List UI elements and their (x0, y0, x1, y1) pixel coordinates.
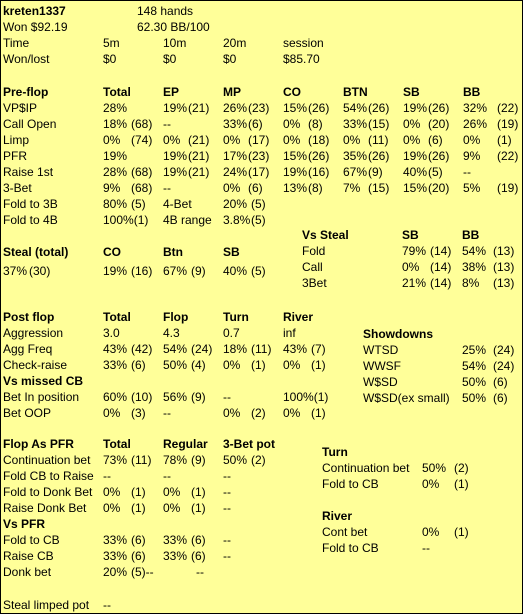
flop-pfr-cell: (1) (131, 485, 146, 499)
missed-cb-cell: Bet In position (3, 390, 80, 404)
wonlost-10m: $0 (163, 52, 177, 66)
postflop-cell: (1) (311, 358, 326, 372)
postflop-cell: (42) (131, 342, 153, 356)
showdown-cell: (24) (493, 343, 515, 357)
preflop-row-label: VP$IP (3, 101, 38, 115)
preflop-cell-count: (21) (188, 165, 210, 179)
flop-pfr-cell: (1) (191, 485, 206, 499)
preflop-cell-value: -- (163, 117, 171, 131)
missed-cb-cell: 0% (223, 406, 241, 420)
vs-pfr-cell: Fold to CB (3, 533, 60, 547)
postflop-cell: 33% (103, 358, 128, 372)
preflop-cell-value: 28% (103, 101, 128, 115)
vs-steal-cell: (13) (493, 244, 515, 258)
preflop-header-5: BTN (343, 85, 368, 99)
flop-pfr-cell: -- (223, 485, 231, 499)
showdown-cell: 50% (462, 391, 487, 405)
preflop-cell-value: 0% (283, 133, 301, 147)
bb-per-100: 62.30 BB/100 (137, 20, 210, 34)
preflop-cell-value: -- (463, 165, 471, 179)
preflop-cell-count: (74) (131, 133, 153, 147)
preflop-cell-value: 15% (283, 101, 308, 115)
preflop-cell-count: (23) (248, 101, 270, 115)
showdown-cell: W$SD (363, 375, 398, 389)
preflop-cell-value: 35% (343, 149, 368, 163)
vs-steal-cell: Call (302, 260, 323, 274)
preflop-cell-value: 7% (343, 181, 361, 195)
turn-cell: Fold to CB (322, 477, 379, 491)
river-cell: Fold to CB (322, 541, 379, 555)
vs-steal-cell: (14) (430, 276, 452, 290)
missed-cb-cell: (2) (251, 406, 266, 420)
vs-pfr-cell: 33% (103, 549, 128, 563)
wonlost-20m: $0 (223, 52, 237, 66)
preflop-cell-value: 19% (163, 101, 188, 115)
postflop-cell: (6) (131, 358, 146, 372)
steal-value: (5) (251, 264, 266, 278)
fold-3b-cell: 80% (103, 197, 128, 211)
showdown-cell: (6) (493, 375, 508, 389)
preflop-cell-count: (18) (308, 133, 330, 147)
showdown-cell: (6) (493, 391, 508, 405)
preflop-cell-value: 19% (403, 101, 428, 115)
wonlost-session: $85.70 (283, 52, 320, 66)
player-name: kreten1337 (3, 4, 66, 18)
postflop-cell: Aggression (3, 326, 64, 340)
turn-cell: 50% (422, 461, 447, 475)
preflop-header-6: SB (403, 85, 420, 99)
preflop-cell-value: 0% (463, 133, 481, 147)
showdown-cell: WWSF (363, 359, 401, 373)
preflop-cell-count: (8) (308, 117, 323, 131)
preflop-cell-value: 40% (403, 165, 428, 179)
fold-3b-cell: (5) (251, 197, 266, 211)
showdown-cell: WTSD (363, 343, 399, 357)
river-title: River (322, 509, 353, 523)
preflop-cell-value: 13% (283, 181, 308, 195)
preflop-cell-count: (11) (368, 133, 389, 147)
fold-3b-cell: 4-Bet (163, 197, 192, 211)
fold-3b-cell: 20% (223, 197, 248, 211)
turn-cell: (1) (454, 477, 469, 491)
preflop-cell-count: (9) (368, 165, 383, 179)
showdown-cell: 25% (462, 343, 487, 357)
vs-pfr-cell: -- (223, 533, 231, 547)
vs-pfr-cell: 33% (163, 549, 188, 563)
postflop-cell: 43% (283, 342, 308, 356)
preflop-cell-value: 9% (103, 181, 121, 195)
preflop-cell-value: 5% (463, 181, 481, 195)
vs-steal-header-1: SB (402, 228, 419, 242)
preflop-cell-value: 0% (343, 133, 361, 147)
postflop-cell: 0.7 (223, 326, 240, 340)
flop-pfr-header-3: 3-Bet pot (223, 437, 275, 451)
preflop-cell-value: 19% (163, 165, 188, 179)
vs-steal-cell: (13) (493, 260, 515, 274)
preflop-cell-count: (19) (497, 117, 519, 131)
preflop-cell-count: (5) (428, 165, 443, 179)
missed-cb-cell: (1) (311, 406, 326, 420)
flop-pfr-cell: 0% (103, 485, 121, 499)
wonlost-label: Won/lost (3, 52, 50, 66)
missed-cb-cell: 0% (103, 406, 121, 420)
preflop-cell-count: (68) (131, 165, 153, 179)
preflop-cell-count: (21) (188, 101, 210, 115)
preflop-cell-value: -- (163, 181, 171, 195)
vs-missed-cb-title: Vs missed CB (3, 374, 84, 388)
showdown-cell: W$SD(ex small) (363, 391, 450, 405)
preflop-cell-count: (6) (248, 117, 263, 131)
vs-steal-header-2: BB (462, 228, 480, 242)
postflop-cell: 43% (103, 342, 128, 356)
river-cell: 0% (422, 525, 440, 539)
vs-steal-cell: Fold (302, 244, 326, 258)
turn-title: Turn (322, 445, 348, 459)
postflop-header-0: Post flop (3, 310, 55, 324)
preflop-cell-value: 67% (343, 165, 368, 179)
flop-pfr-cell: 78% (163, 453, 188, 467)
postflop-cell: (11) (251, 342, 272, 356)
preflop-cell-count: (8) (308, 181, 323, 195)
preflop-cell-value: 0% (163, 133, 181, 147)
vs-pfr-cell: -- (196, 565, 204, 579)
vs-steal-header-0: Vs Steal (302, 228, 349, 242)
postflop-cell: 0% (283, 358, 301, 372)
flop-pfr-cell: (1) (191, 501, 206, 515)
vs-steal-cell: 79% (402, 244, 427, 258)
flop-pfr-header-1: Total (103, 437, 131, 451)
flop-pfr-cell: -- (223, 469, 231, 483)
preflop-cell-count: (20) (428, 117, 450, 131)
preflop-row-label: Limp (3, 133, 30, 147)
steal-value: (16) (131, 264, 153, 278)
vs-pfr-cell: 33% (163, 533, 188, 547)
preflop-cell-count: (68) (131, 117, 153, 131)
postflop-cell: (4) (191, 358, 206, 372)
preflop-cell-value: 15% (403, 181, 428, 195)
missed-cb-cell: 0% (283, 406, 301, 420)
postflop-header-4: River (283, 310, 314, 324)
flop-pfr-cell: 73% (103, 453, 128, 467)
preflop-cell-value: 24% (223, 165, 248, 179)
vs-pfr-cell: Donk bet (3, 565, 52, 579)
vs-steal-cell: 0% (402, 260, 420, 274)
flop-pfr-cell: (1) (131, 501, 146, 515)
vs-steal-cell: 54% (462, 244, 487, 258)
postflop-cell: inf (283, 326, 296, 340)
preflop-cell-value: 32% (463, 101, 488, 115)
flop-pfr-cell: Raise Donk Bet (3, 501, 87, 515)
river-cell: (1) (454, 525, 469, 539)
fold-4b-cell: (5) (251, 213, 266, 227)
missed-cb-cell: Bet OOP (3, 406, 52, 420)
preflop-cell-count: (15) (368, 181, 390, 195)
preflop-cell-count: (26) (368, 149, 390, 163)
preflop-cell-value: 0% (403, 133, 421, 147)
preflop-cell-value: 33% (343, 117, 368, 131)
preflop-cell-count: (21) (188, 149, 210, 163)
missed-cb-cell: (3) (131, 406, 146, 420)
vs-pfr-title: Vs PFR (3, 517, 46, 531)
fold-4b-cell: 100%(1) (103, 213, 149, 227)
vs-pfr-cell: (6) (131, 533, 146, 547)
postflop-cell: Agg Freq (3, 342, 53, 356)
postflop-cell: 0% (223, 358, 241, 372)
flop-pfr-cell: Fold CB to Raise (3, 469, 94, 483)
preflop-cell-value: 19% (283, 165, 308, 179)
preflop-header-0: Pre-flop (3, 85, 49, 99)
preflop-cell-value: 0% (223, 181, 241, 195)
preflop-cell-count: (26) (308, 149, 330, 163)
missed-cb-cell: 60% (103, 390, 128, 404)
river-cell: -- (422, 541, 430, 555)
preflop-cell-value: 0% (403, 117, 421, 131)
flop-pfr-cell: Fold to Donk Bet (3, 485, 93, 499)
steal-value: 67% (163, 264, 188, 278)
postflop-cell: 4.3 (163, 326, 180, 340)
fold-3b-cell: Fold to 3B (3, 197, 58, 211)
postflop-cell: (24) (191, 342, 213, 356)
preflop-cell-count: (68) (131, 181, 153, 195)
vs-steal-cell: (13) (493, 276, 515, 290)
vs-pfr-cell: 33% (103, 533, 128, 547)
preflop-cell-count: (6) (428, 133, 443, 147)
preflop-cell-value: 0% (283, 117, 301, 131)
postflop-header-1: Total (103, 310, 131, 324)
preflop-cell-count: (6) (248, 181, 263, 195)
preflop-row-label: Raise 1st (3, 165, 54, 179)
fold-4b-cell: 3.8% (223, 213, 251, 227)
turn-cell: 0% (422, 477, 440, 491)
turn-cell: Continuation bet (322, 461, 410, 475)
flop-pfr-cell: (2) (251, 453, 266, 467)
flop-pfr-cell: -- (163, 469, 171, 483)
postflop-cell: Check-raise (3, 358, 68, 372)
preflop-header-3: MP (223, 85, 241, 99)
vs-steal-cell: 3Bet (302, 276, 327, 290)
vs-steal-cell: 8% (462, 276, 480, 290)
flop-pfr-header-0: Flop As PFR (3, 437, 74, 451)
preflop-cell-value: 17% (223, 149, 248, 163)
preflop-cell-value: 28% (103, 165, 128, 179)
preflop-cell-value: 15% (283, 149, 308, 163)
preflop-cell-count: (22) (497, 149, 519, 163)
preflop-header-4: CO (283, 85, 301, 99)
time-10m: 10m (163, 36, 187, 50)
preflop-cell-count: (26) (428, 101, 450, 115)
preflop-header-1: Total (103, 85, 131, 99)
preflop-cell-value: 18% (103, 117, 128, 131)
preflop-cell-count: (26) (308, 101, 330, 115)
vs-pfr-cell: Raise CB (3, 549, 54, 563)
steal-value: 40% (223, 264, 248, 278)
steal-header-0: Steal (total) (3, 245, 69, 259)
preflop-cell-value: 0% (103, 133, 121, 147)
preflop-row-label: PFR (3, 149, 27, 163)
preflop-cell-count: (1) (497, 133, 512, 147)
preflop-row-label: Call Open (3, 117, 57, 131)
vs-steal-cell: 21% (402, 276, 427, 290)
time-5m: 5m (103, 36, 120, 50)
vs-pfr-cell: 20% (103, 565, 128, 579)
postflop-header-2: Flop (163, 310, 189, 324)
preflop-cell-value: 19% (103, 149, 128, 163)
postflop-cell: (7) (311, 342, 326, 356)
preflop-cell-count: (26) (428, 149, 450, 163)
flop-pfr-cell: (11) (131, 453, 152, 467)
time-20m: 20m (223, 36, 247, 50)
preflop-cell-count: (26) (368, 101, 390, 115)
time-session: session (283, 36, 324, 50)
steal-value: (30) (29, 264, 51, 278)
preflop-cell-count: (17) (248, 133, 270, 147)
vs-steal-cell: (14) (430, 260, 452, 274)
vs-pfr-cell: -- (223, 549, 231, 563)
preflop-cell-count: (17) (248, 165, 270, 179)
preflop-cell-value: 9% (463, 149, 481, 163)
preflop-row-label: 3-Bet (3, 181, 32, 195)
preflop-cell-value: 33% (223, 117, 248, 131)
steal-header-3: SB (223, 245, 240, 259)
preflop-cell-count: (22) (497, 101, 519, 115)
steal-header-1: CO (103, 245, 121, 259)
postflop-cell: 18% (223, 342, 248, 356)
flop-pfr-cell: 0% (103, 501, 121, 515)
vs-pfr-cell: (6) (191, 549, 206, 563)
missed-cb-cell: -- (223, 390, 231, 404)
flop-pfr-cell: -- (223, 501, 231, 515)
missed-cb-cell: 100%(1) (283, 390, 329, 404)
vs-steal-cell: 38% (462, 260, 487, 274)
showdowns-title: Showdowns (363, 327, 433, 341)
steal-header-2: Btn (163, 245, 183, 259)
preflop-cell-value: 19% (403, 149, 428, 163)
flop-pfr-header-2: Regular (163, 437, 208, 451)
steal-limped-pot-value: -- (103, 598, 111, 612)
turn-cell: (2) (454, 461, 469, 475)
showdown-cell: 54% (462, 359, 487, 373)
preflop-cell-value: 26% (223, 101, 248, 115)
preflop-cell-count: (19) (497, 181, 519, 195)
time-label: Time (3, 36, 30, 50)
preflop-cell-value: 54% (343, 101, 368, 115)
preflop-header-2: EP (163, 85, 180, 99)
steal-limped-pot-label: Steal limped pot (3, 598, 90, 612)
postflop-cell: 50% (163, 358, 188, 372)
won-amount: Won $92.19 (3, 20, 68, 34)
postflop-cell: (1) (251, 358, 266, 372)
missed-cb-cell: (9) (191, 390, 206, 404)
steal-value: (9) (191, 264, 206, 278)
preflop-cell-count: (23) (248, 149, 270, 163)
fold-4b-cell: Fold to 4B (3, 213, 58, 227)
flop-pfr-cell: 0% (163, 501, 181, 515)
vs-steal-cell: (14) (430, 244, 452, 258)
missed-cb-cell: (10) (131, 390, 153, 404)
preflop-cell-count: (21) (188, 133, 210, 147)
flop-pfr-cell: -- (103, 469, 111, 483)
preflop-cell-value: 19% (163, 149, 188, 163)
flop-pfr-cell: (9) (191, 453, 206, 467)
preflop-cell-value: 0% (223, 133, 241, 147)
preflop-cell-count: (20) (428, 181, 450, 195)
wonlost-5m: $0 (103, 52, 117, 66)
missed-cb-cell: 56% (163, 390, 188, 404)
postflop-cell: 3.0 (103, 326, 120, 340)
preflop-header-7: BB (463, 85, 481, 99)
steal-value: 37% (3, 264, 28, 278)
hands-count: 148 hands (137, 4, 194, 18)
flop-pfr-cell: Continuation bet (3, 453, 91, 467)
flop-pfr-cell: 0% (163, 485, 181, 499)
showdown-cell: 50% (462, 375, 487, 389)
river-cell: Cont bet (322, 525, 368, 539)
steal-value: 19% (103, 264, 128, 278)
postflop-header-3: Turn (223, 310, 249, 324)
flop-pfr-cell: 50% (223, 453, 248, 467)
preflop-cell-count: (16) (308, 165, 330, 179)
preflop-cell-value: 26% (463, 117, 488, 131)
vs-pfr-cell: (6) (191, 533, 206, 547)
vs-pfr-cell: (6) (131, 549, 146, 563)
fold-3b-cell: (5) (131, 197, 146, 211)
missed-cb-cell: -- (163, 406, 171, 420)
fold-4b-cell: 4B range (163, 213, 212, 227)
preflop-cell-count: (15) (368, 117, 390, 131)
vs-pfr-cell: (5)-- (131, 565, 154, 579)
showdown-cell: (24) (493, 359, 515, 373)
postflop-cell: 54% (163, 342, 188, 356)
